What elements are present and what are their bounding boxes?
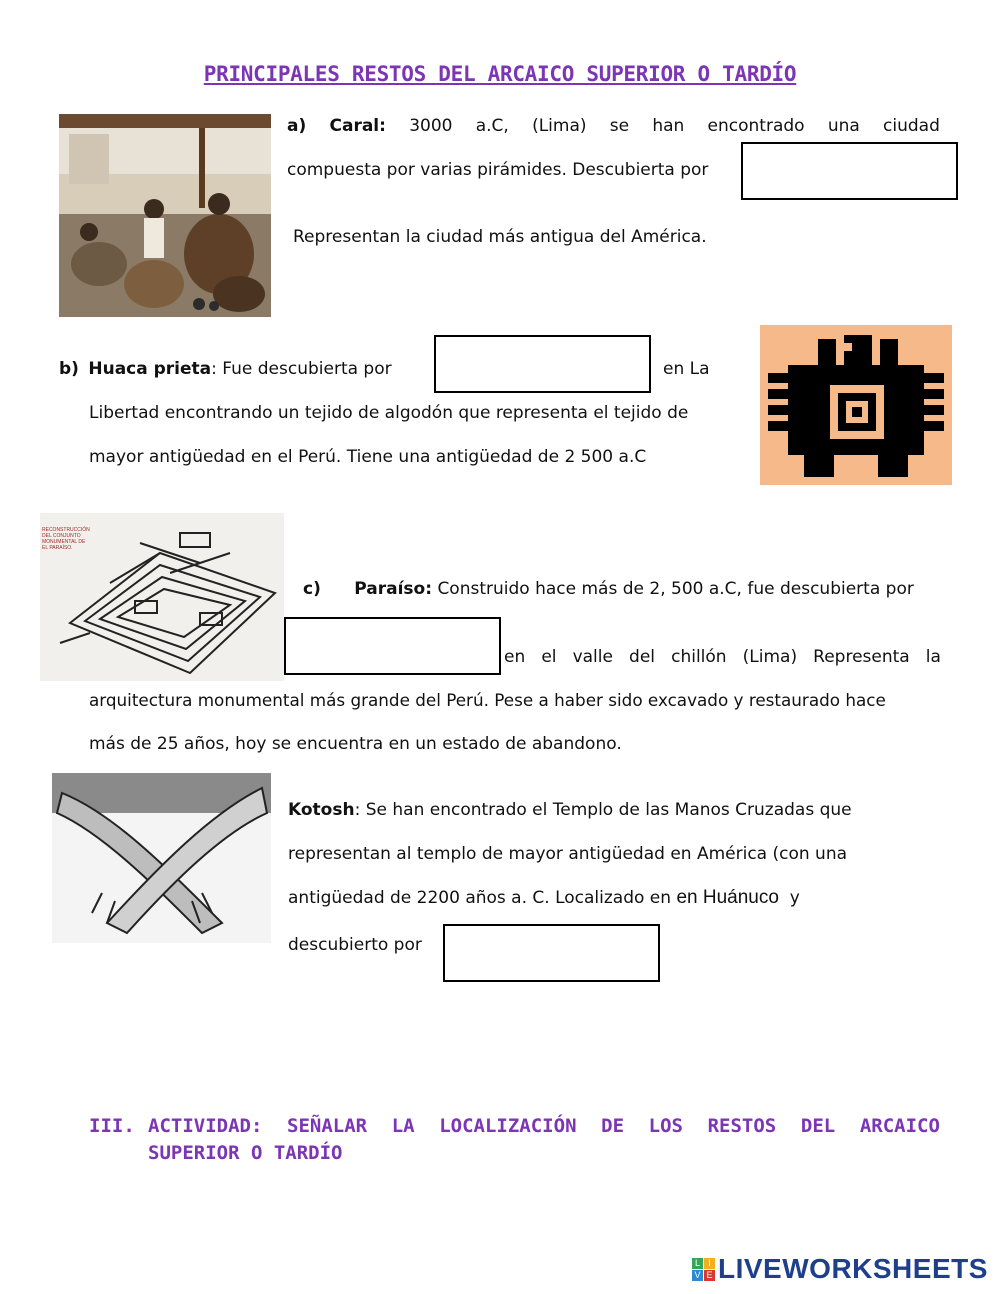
activity-word: SEÑALAR (287, 1115, 368, 1137)
huaca-after-box: en La (663, 359, 710, 379)
caral-answer-box[interactable] (741, 142, 958, 200)
paraiso-word: (Lima) (742, 647, 798, 667)
kotosh-answer-box[interactable] (443, 924, 660, 982)
caral-line-1 (287, 116, 940, 136)
activity-word: LOS (648, 1115, 683, 1137)
caral-word: han (652, 116, 685, 136)
logo-icon-cell: E (704, 1270, 715, 1281)
caral-word: una (827, 116, 860, 136)
paraiso-word: la (925, 647, 941, 667)
paraiso-letter: c) (303, 579, 321, 599)
activity-word: DEL (800, 1115, 836, 1137)
paraiso-answer-box[interactable] (284, 617, 501, 675)
paraiso-word: en (504, 647, 526, 667)
logo-icon-cell: L (692, 1258, 703, 1269)
paraiso-line-3: arquitectura monumental más grande del Perú. Pese a haber sido excavado y restaurado hace (89, 690, 886, 710)
logo-icon-cell: V (692, 1270, 703, 1281)
kotosh-text: : Se han encontrado el Templo de las Manos Cruzadas que (354, 800, 852, 820)
kotosh-text-a: antigüedad de 2200 años a. C. Localizado en (288, 888, 677, 908)
paraiso-image-caption: RECONSTRUCCIÓN DEL CONJUNTO MONUMENTAL DE EL PARAÍSO. (42, 527, 90, 551)
activity-word: LA (391, 1115, 415, 1137)
paraiso-text: Construido hace más de 2, 500 a.C, fue descubierta por (437, 579, 914, 599)
kotosh-line-3 (288, 888, 800, 908)
activity-word: RESTOS (707, 1115, 777, 1137)
paraiso-word: chillón (671, 647, 727, 667)
paraiso-word: valle (572, 647, 613, 667)
activity-word: ACTIVIDAD: (148, 1115, 263, 1137)
logo-icon (692, 1258, 715, 1281)
liveworksheets-logo (692, 1254, 988, 1284)
huaca-prieta-textile-image (760, 325, 952, 485)
activity-line-2: SUPERIOR O TARDÍO (148, 1142, 343, 1164)
paraiso-word: Representa (813, 647, 910, 667)
paraiso-word: el (541, 647, 557, 667)
kotosh-line-4: descubierto por (288, 935, 422, 955)
activity-number: III. (89, 1115, 135, 1137)
caral-word: 3000 (409, 116, 453, 136)
caral-letter: a) (287, 116, 307, 136)
paraiso-word: del (629, 647, 656, 667)
paraiso-line-1 (303, 579, 914, 599)
kotosh-name: Kotosh (288, 800, 355, 820)
caral-line-2: compuesta por varias pirámides. Descubierta por (287, 160, 709, 180)
huaca-line-2: Libertad encontrando un tejido de algodón que representa el tejido de (89, 403, 689, 423)
kotosh-text-c: y (778, 888, 800, 908)
paraiso-name: Paraíso: (354, 579, 433, 599)
activity-line-1 (148, 1115, 940, 1137)
huaca-text: : Fue descubierta por (211, 359, 392, 379)
caral-image (59, 114, 271, 317)
huaca-answer-box[interactable] (434, 335, 651, 393)
kotosh-line-2: representan al templo de mayor antigüedad en América (con una (288, 844, 848, 864)
activity-word: LOCALIZACIÓN (439, 1115, 577, 1137)
caral-word: ciudad (883, 116, 940, 136)
activity-word: DE (601, 1115, 625, 1137)
huaca-line-3: mayor antigüedad en el Perú. Tiene una antigüedad de 2 500 a.C (89, 447, 647, 467)
page-title: PRINCIPALES RESTOS DEL ARCAICO SUPERIOR O TARDÍO (203, 62, 797, 86)
huaca-name: Huaca prieta (88, 359, 212, 379)
huaca-letter: b) (59, 359, 79, 379)
paraiso-line-2 (504, 647, 941, 667)
kotosh-location: en Huánuco (676, 887, 779, 908)
huaca-line-1 (59, 359, 392, 379)
activity-word: ARCAICO (859, 1115, 940, 1137)
paraiso-line-4: más de 25 años, hoy se encuentra en un estado de abandono. (89, 734, 622, 754)
kotosh-crossed-hands-image (52, 773, 271, 943)
caral-word: a.C, (475, 116, 509, 136)
caral-word: (Lima) (532, 116, 587, 136)
caral-word: se (609, 116, 630, 136)
kotosh-line-1 (288, 800, 852, 820)
caral-name: Caral: (329, 116, 386, 136)
caral-word: encontrado (707, 116, 805, 136)
logo-text: LIVEWORKSHEETS (718, 1253, 988, 1284)
paraiso-image (40, 513, 284, 681)
caral-line-3: Representan la ciudad más antigua del América. (293, 227, 707, 247)
logo-icon-cell: I (704, 1258, 715, 1269)
